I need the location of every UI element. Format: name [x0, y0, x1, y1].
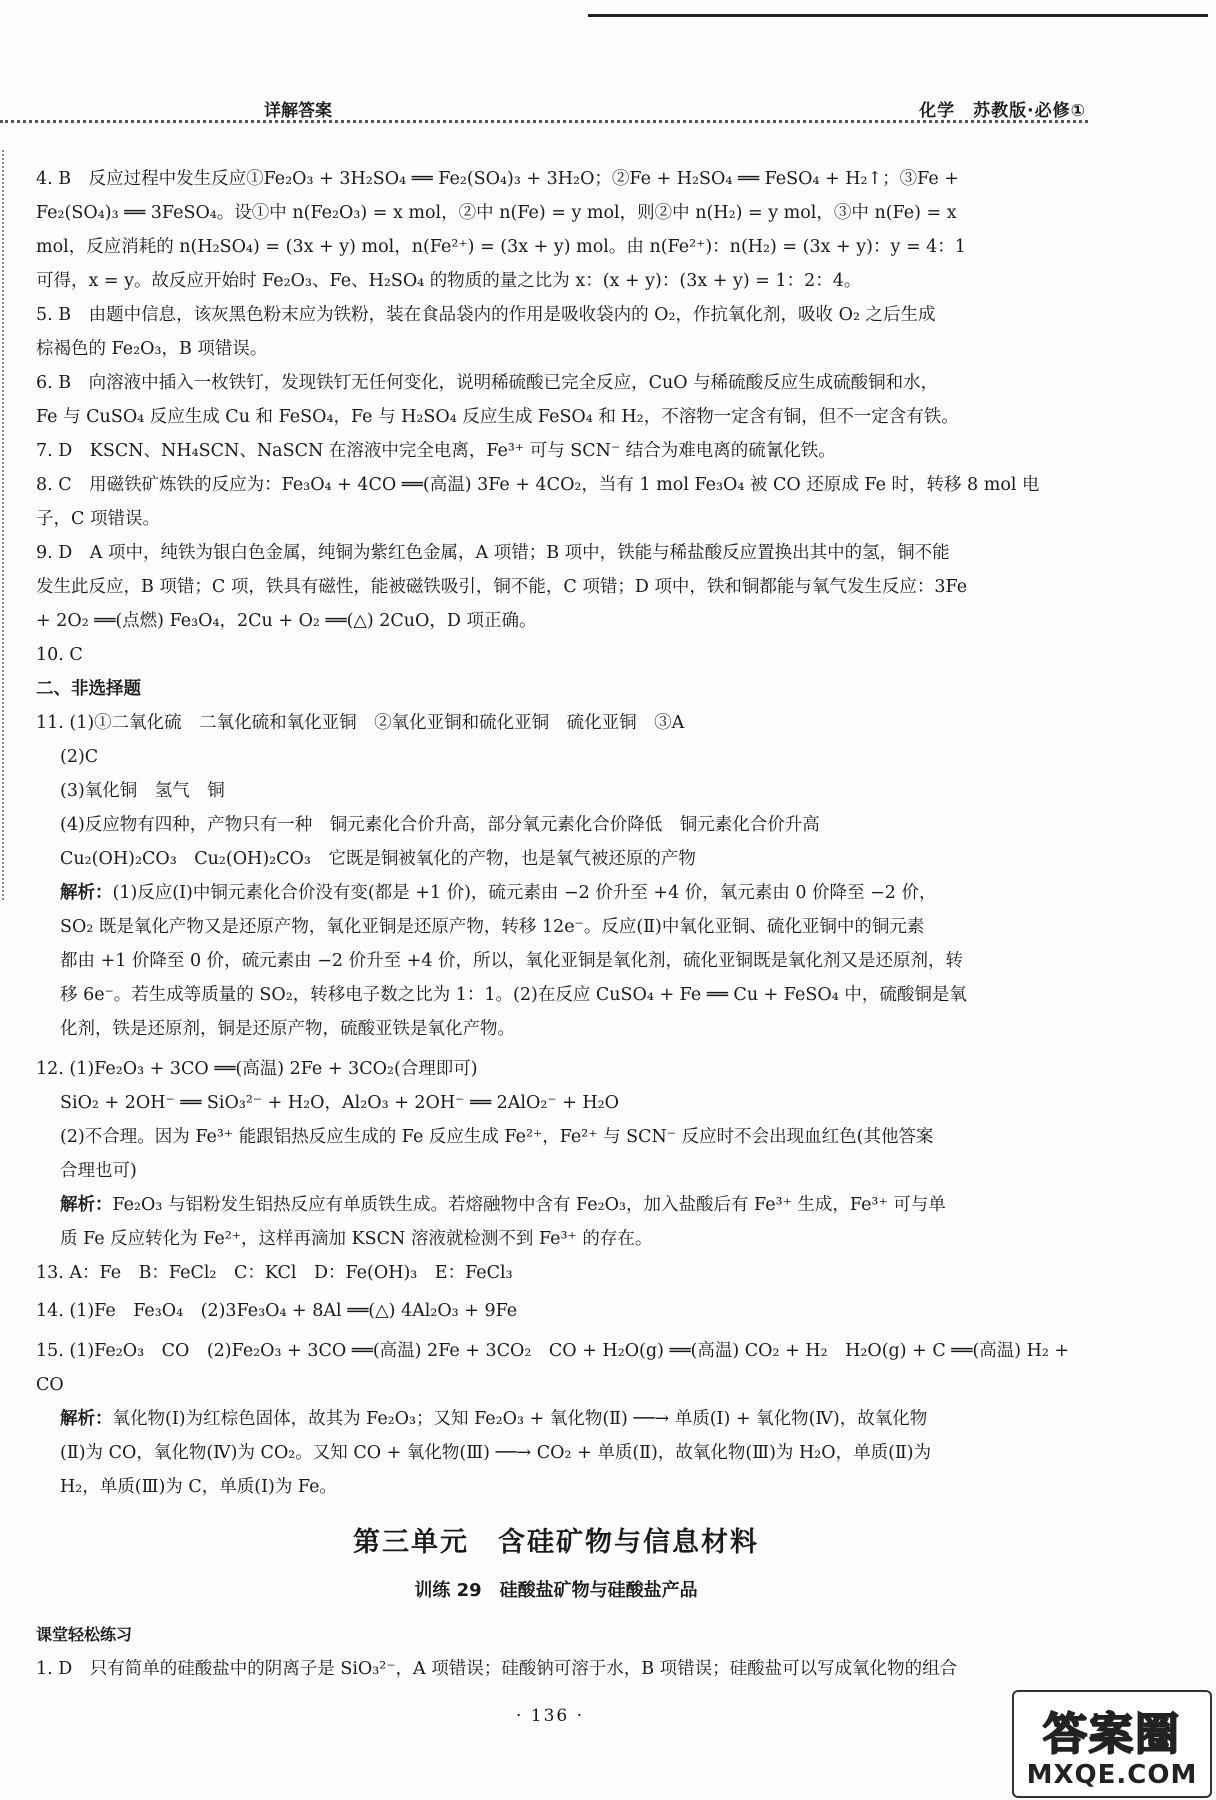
answer-15: [36, 1334, 1076, 1504]
watermark-url: MXQE.COM: [1026, 1760, 1198, 1790]
analysis-line: SO₂ 既是氧化产物又是还原产物，氧化亚铜是还原产物，转移 12e⁻。反应(Ⅱ)中氧化亚铜、硫化亚铜中的铜元素: [60, 917, 925, 937]
watermark-text: 答案圈: [1043, 1709, 1181, 1760]
answer-line: 可得，x = y。故反应开始时 Fe₂O₃、Fe、H₂SO₄ 的物质的量之比为 x：(x + y)：(3x + y) = 1：2：4。: [36, 271, 862, 291]
answer-line: Fe 与 CuSO₄ 反应生成 Cu 和 FeSO₄，Fe 与 H₂SO₄ 反应生成 FeSO₄ 和 H₂，不溶物一定含有铜，但不一定含有铁。: [36, 407, 959, 427]
analysis-line: [36, 1402, 1076, 1436]
answer-6: [36, 366, 1076, 434]
answer-9: [36, 536, 1076, 638]
answer-line: 合理也可): [60, 1161, 137, 1181]
answer-line: Fe₂(SO₄)₃ ══ 3FeSO₄。设①中 n(Fe₂O₃) = x mol，②中 n(Fe) = y mol，则②中 n(H₂) = y mol，③中 n(Fe) = x: [36, 203, 957, 223]
answer-5: [36, 298, 1076, 366]
part-two-heading: 二、非选择题: [36, 679, 141, 699]
answer-line: + 2O₂ ══(点燃) Fe₃O₄，2Cu + O₂ ══(△) 2CuO，D 项正确。: [36, 611, 537, 631]
section-title: 课堂轻松练习: [36, 1625, 133, 1644]
answer-13: 13. A：Fe B：FeCl₂ C：KCl D：Fe(OH)₃ E：FeCl₃: [36, 1263, 513, 1283]
analysis-text: Fe₂O₃ 与铝粉发生铝热反应有单质铁生成。若熔融物中含有 Fe₂O₃，加入盐酸后有 Fe³⁺ 生成，Fe³⁺ 可与单: [112, 1195, 946, 1215]
answer-line: 4. B 反应过程中发生反应①Fe₂O₃ + 3H₂SO₄ ══ Fe₂(SO₄)₃ + 3H₂O；②Fe + H₂SO₄ ══ FeSO₄ + H₂↑；③Fe +: [36, 169, 959, 189]
analysis-line: 质 Fe 反应转化为 Fe²⁺，这样再滴加 KSCN 溶液就检测不到 Fe³⁺ 的存在。: [60, 1229, 653, 1249]
answer-line: 5. B 由题中信息，该灰黑色粉末应为铁粉，装在食品袋内的作用是吸收袋内的 O₂，作抗氧化剂，吸收 O₂ 之后生成: [36, 305, 936, 325]
drill-title: 训练 29 硅酸盐矿物与硅酸盐产品: [414, 1580, 698, 1601]
answer-line: (3)氧化铜 氢气 铜: [60, 781, 225, 801]
analysis-line: (Ⅱ)为 CO，氧化物(Ⅳ)为 CO₂。又知 CO + 氧化物(Ⅲ) ──→ CO₂ + 单质(Ⅱ)，故氧化物(Ⅲ)为 H₂O，单质(Ⅱ)为: [60, 1443, 932, 1463]
answer-4: [36, 162, 1076, 298]
answer-11: [36, 706, 1076, 1046]
header-rule: [0, 120, 1088, 123]
answer-line: 6. B 向溶液中插入一枚铁钉，发现铁钉无任何变化，说明稀硫酸已完全反应，CuO 与稀硫酸反应生成硫酸铜和水，: [36, 373, 939, 393]
answer-line: 子，C 项错误。: [36, 509, 160, 529]
header-left: 详解答案: [264, 101, 332, 121]
analysis-line: 移 6e⁻。若生成等质量的 SO₂，转移电子数之比为 1：1。(2)在反应 CuSO₄ + Fe ══ Cu + FeSO₄ 中，硫酸铜是氧: [60, 985, 967, 1005]
answer-line: 发生此反应，B 项错；C 项，铁具有磁性，能被磁铁吸引，铜不能，C 项错；D 项中，铁和铜都能与氧气发生反应：3Fe: [36, 577, 968, 597]
analysis-label: 解析：: [60, 1409, 113, 1429]
analysis-label: 解析：: [60, 883, 113, 903]
analysis-line: [36, 1188, 1076, 1222]
analysis-text: (1)反应(Ⅰ)中铜元素化合价没有变(都是 +1 价)，硫元素由 −2 价升至 +4 价，氧元素由 0 价降至 −2 价，: [112, 883, 937, 903]
answer-line: 12. (1)Fe₂O₃ + 3CO ══(高温) 2Fe + 3CO₂(合理即可): [36, 1059, 478, 1079]
analysis-label: 解析：: [60, 1195, 113, 1215]
answer-b1: 1. D 只有简单的硅酸盐中的阴离子是 SiO₃²⁻，A 项错误；硅酸钠可溶于水，B 项错误；硅酸盐可以写成氧化物的组合: [36, 1659, 958, 1679]
top-rule: [588, 14, 1208, 17]
answer-line: (2)C: [60, 747, 99, 767]
page-header: [24, 96, 1086, 120]
analysis-text: 氧化物(Ⅰ)为红棕色固体，故其为 Fe₂O₃；又知 Fe₂O₃ + 氧化物(Ⅱ) ──→ 单质(Ⅰ) + 氧化物(Ⅳ)，故氧化物: [112, 1409, 928, 1429]
answer-line: (4)反应物有四种，产物只有一种 铜元素化合价升高，部分氧元素化合价降低 铜元素化合价升高: [60, 815, 820, 835]
binding-dots: [2, 150, 4, 900]
analysis-line: H₂，单质(Ⅲ)为 C，单质(Ⅰ)为 Fe。: [60, 1477, 337, 1497]
answer-line: mol，反应消耗的 n(H₂SO₄) = (3x + y) mol，n(Fe²⁺) = (3x + y) mol。由 n(Fe²⁺)：n(H₂) = (3x + y)：y = 4：1: [36, 237, 966, 257]
answer-8: [36, 468, 1076, 536]
page-number: · 136 ·: [515, 1706, 585, 1726]
answer-10: 10. C: [36, 645, 83, 665]
answer-14: 14. (1)Fe Fe₃O₄ (2)3Fe₃O₄ + 8Al ══(△) 4Al₂O₃ + 9Fe: [36, 1301, 518, 1321]
header-right: 化学 苏教版·必修①: [919, 101, 1086, 121]
answer-line: 8. C 用磁铁矿炼铁的反应为：Fe₃O₄ + 4CO ══(高温) 3Fe + 4CO₂，当有 1 mol Fe₃O₄ 被 CO 还原成 Fe 时，转移 8 mol 电: [36, 475, 1040, 495]
answer-line: SiO₂ + 2OH⁻ ══ SiO₃²⁻ + H₂O，Al₂O₃ + 2OH⁻ ══ 2AlO₂⁻ + H₂O: [60, 1093, 619, 1113]
unit-title: 第三单元 含硅矿物与信息材料: [353, 1527, 759, 1558]
analysis-line: [36, 876, 1076, 910]
answer-line: 15. (1)Fe₂O₃ CO (2)Fe₂O₃ + 3CO ══(高温) 2Fe + 3CO₂ CO + H₂O(g) ══(高温) CO₂ + H₂ H₂O(g) + C ══(高温) H₂ + CO: [36, 1341, 1070, 1395]
page-content: [36, 162, 1076, 1686]
answer-line: 9. D A 项中，纯铁为银白色金属，纯铜为紫红色金属，A 项错；B 项中，铁能与稀盐酸反应置换出其中的氢，铜不能: [36, 543, 950, 563]
watermark-logo: [1012, 1690, 1212, 1798]
answer-7: 7. D KSCN、NH₄SCN、NaSCN 在溶液中完全电离，Fe³⁺ 可与 SCN⁻ 结合为难电离的硫氰化铁。: [36, 441, 836, 461]
answer-line: (2)不合理。因为 Fe³⁺ 能跟铝热反应生成的 Fe 反应生成 Fe²⁺，Fe²⁺ 与 SCN⁻ 反应时不会出现血红色(其他答案: [60, 1127, 934, 1147]
answer-12: [36, 1052, 1076, 1256]
answer-line: 棕褐色的 Fe₂O₃，B 项错误。: [36, 339, 268, 359]
analysis-line: 化剂，铁是还原剂，铜是还原产物，硫酸亚铁是氧化产物。: [60, 1019, 515, 1039]
answer-line: 11. (1)①二氧化硫 二氧化硫和氧化亚铜 ②氧化亚铜和硫化亚铜 硫化亚铜 ③A: [36, 713, 685, 733]
answer-line: Cu₂(OH)₂CO₃ Cu₂(OH)₂CO₃ 它既是铜被氧化的产物，也是氧气被还原的产物: [60, 849, 696, 869]
analysis-line: 都由 +1 价降至 0 价，硫元素由 −2 价升至 +4 价，所以，氧化亚铜是氧化剂，硫化亚铜既是氧化剂又是还原剂，转: [60, 951, 964, 971]
